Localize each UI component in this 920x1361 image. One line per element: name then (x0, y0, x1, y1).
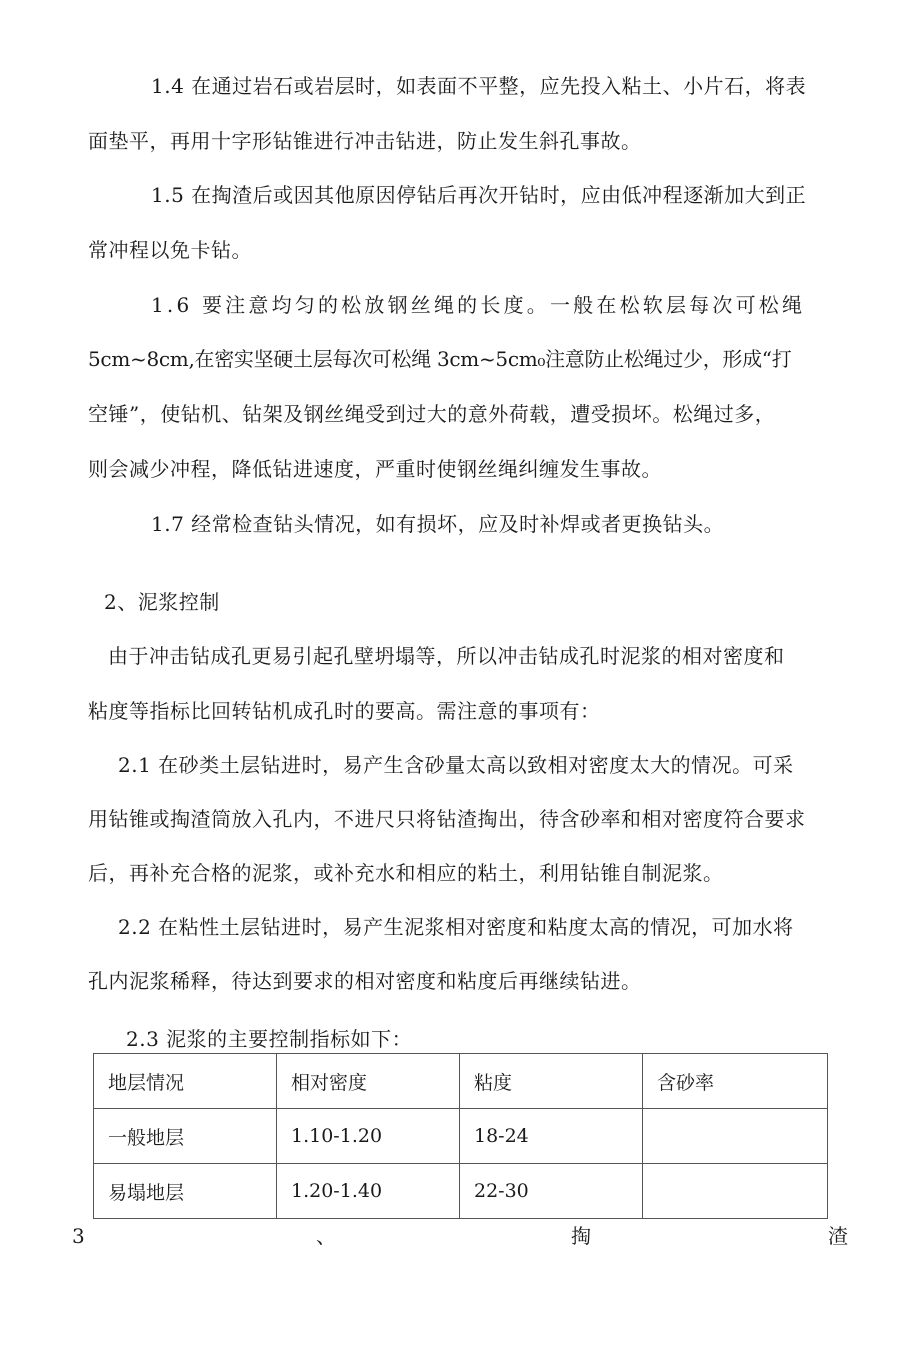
para-1-7-line-1: 1.7 经常检查钻头情况，如有损坏，应及时补焊或者更换钻头。 (151, 512, 725, 536)
table-cell (643, 1164, 828, 1219)
table-cell (643, 1109, 828, 1164)
para-2-3-caption: 2.3 泥浆的主要控制指标如下： (126, 1027, 413, 1051)
para-2-intro-line-1: 由于冲击钻成孔更易引起孔壁坍塌等，所以冲击钻成孔时泥浆的相对密度和 (108, 644, 785, 668)
section-2-heading: 2、泥浆控制 (104, 590, 220, 614)
table-cell: 易塌地层 (94, 1164, 277, 1219)
para-1-5-line-1: 1.5 在掏渣后或因其他原因停钻后再次开钻时，应由低冲程逐渐加大到正 (151, 183, 807, 207)
section-3-separator: 、 (316, 1224, 336, 1248)
section-3-word-2: 渣 (828, 1224, 848, 1248)
table-header-cell: 含砂率 (643, 1054, 828, 1109)
para-1-6-line-4: 则会减少冲程，降低钻进速度，严重时使钢丝绳纠缠发生事故。 (88, 457, 662, 481)
table-row (94, 1164, 828, 1219)
para-2-1-line-2: 用钻锥或掏渣筒放入孔内，不进尺只将钻渣掏出，待含砂率和相对密度符合要求 (88, 807, 806, 831)
table-header-cell: 相对密度 (277, 1054, 460, 1109)
para-1-6-line-1: 1.6 要注意均匀的松放钢丝绳的长度。一般在松软层每次可松绳 (151, 293, 806, 317)
table-row (94, 1109, 828, 1164)
table-cell: 一般地层 (94, 1109, 277, 1164)
table-header-cell: 地层情况 (94, 1054, 277, 1109)
para-1-4-line-2: 面垫平，再用十字形钻锥进行冲击钻进，防止发生斜孔事故。 (88, 129, 642, 153)
para-2-intro-line-2: 粘度等指标比回转钻机成孔时的要高。需注意的事项有： (88, 699, 601, 723)
para-2-2-line-2: 孔内泥浆稀释，待达到要求的相对密度和粘度后再继续钻进。 (88, 969, 642, 993)
para-2-1-line-3: 后，再补充合格的泥浆，或补充水和相应的粘土，利用钻锥自制泥浆。 (88, 861, 724, 885)
para-1-5-line-2: 常冲程以免卡钻。 (88, 238, 252, 262)
table-cell: 18-24 (460, 1109, 643, 1164)
table-header-row (94, 1054, 828, 1109)
para-2-2-line-1: 2.2 在粘性土层钻进时，易产生泥浆相对密度和粘度太高的情况，可加水将 (118, 915, 794, 939)
para-1-6-line-3: 空锤”，使钻机、钻架及钢丝绳受到过大的意外荷载，遭受损坏。松绳过多， (88, 402, 776, 426)
table-cell: 22-30 (460, 1164, 643, 1219)
section-3-number: 3 (72, 1224, 85, 1248)
para-1-4-line-1: 1.4 在通过岩石或岩层时，如表面不平整，应先投入粘土、小片石，将表 (151, 74, 807, 98)
mud-control-table (93, 1053, 828, 1219)
table-cell: 1.10-1.20 (277, 1109, 460, 1164)
section-3-word-1: 掏 (571, 1224, 591, 1248)
table-cell: 1.20-1.40 (277, 1164, 460, 1219)
para-1-6-line-2: 5cm~8cm,在密实坚硬土层每次可松绳 3cm~5cm₀注意防止松绳过少，形成“打 (88, 347, 792, 371)
para-2-1-line-1: 2.1 在砂类土层钻进时，易产生含砂量太高以致相对密度太大的情况。可采 (118, 753, 794, 777)
table-header-cell: 粘度 (460, 1054, 643, 1109)
